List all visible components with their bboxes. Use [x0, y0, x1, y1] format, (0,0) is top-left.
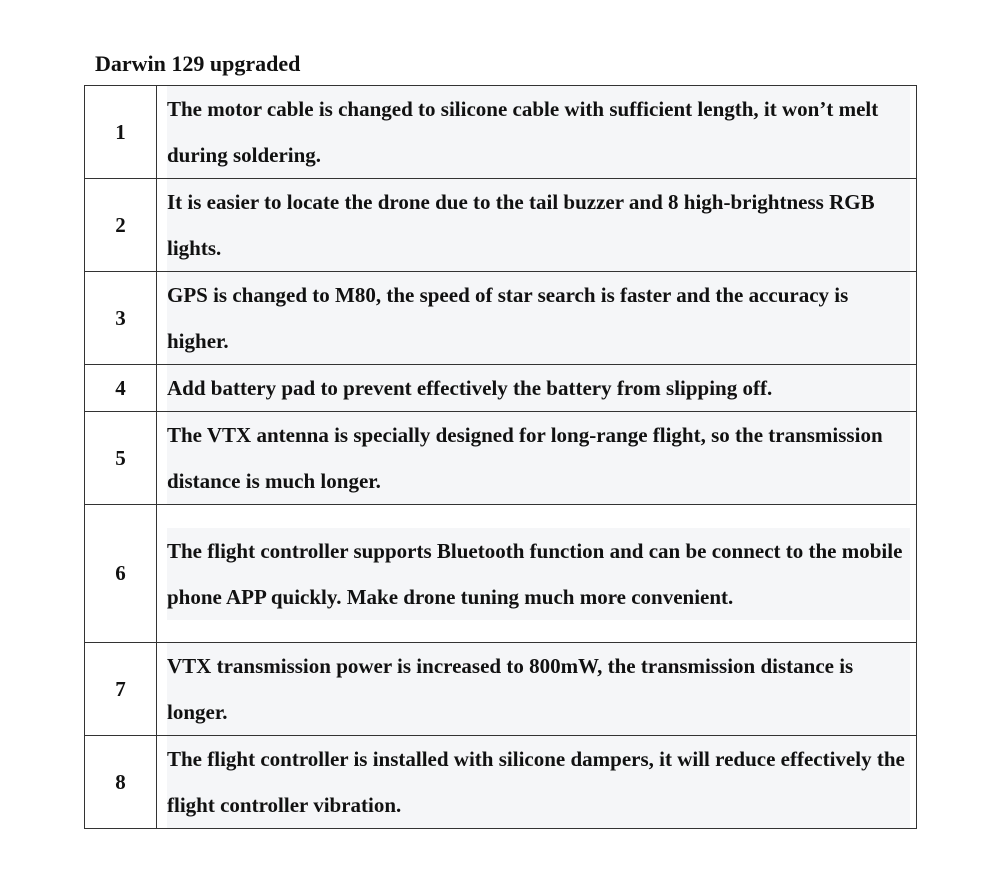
row-description-text: The motor cable is changed to silicone cable with sufficient length, it won’t melt during soldering.	[167, 86, 910, 178]
row-description	[157, 179, 917, 272]
table-row	[85, 179, 917, 272]
table-row	[85, 643, 917, 736]
row-number: 7	[85, 643, 157, 736]
table-row	[85, 505, 917, 643]
row-description	[157, 86, 917, 179]
table-row	[85, 412, 917, 505]
row-number: 2	[85, 179, 157, 272]
row-description	[157, 272, 917, 365]
row-description	[157, 643, 917, 736]
row-number: 4	[85, 365, 157, 412]
row-number: 1	[85, 86, 157, 179]
row-description-text: The VTX antenna is specially designed for long-range flight, so the transmission distance is much longer.	[167, 412, 910, 504]
row-description	[157, 736, 917, 829]
row-number: 3	[85, 272, 157, 365]
row-description	[157, 412, 917, 505]
row-description-text: Add battery pad to prevent effectively the battery from slipping off.	[167, 365, 910, 411]
row-number: 5	[85, 412, 157, 505]
table-row	[85, 365, 917, 412]
row-description-text: VTX transmission power is increased to 800mW, the transmission distance is longer.	[167, 643, 910, 735]
row-description-text: It is easier to locate the drone due to the tail buzzer and 8 high-brightness RGB lights.	[167, 179, 910, 271]
upgrade-table	[84, 85, 917, 829]
row-description	[157, 365, 917, 412]
row-number: 8	[85, 736, 157, 829]
row-description-text: The flight controller is installed with silicone dampers, it will reduce effectively the flight controller vibration.	[167, 736, 910, 828]
row-description	[157, 505, 917, 643]
table-row	[85, 86, 917, 179]
row-number: 6	[85, 505, 157, 643]
table-row	[85, 272, 917, 365]
row-description-text: GPS is changed to M80, the speed of star search is faster and the accuracy is higher.	[167, 272, 910, 364]
row-description-text: The flight controller supports Bluetooth function and can be connect to the mobile phone APP quickly. Make drone tuning much more convenient.	[167, 528, 910, 620]
table-row	[85, 736, 917, 829]
document-title: Darwin 129 upgraded	[95, 51, 301, 76]
